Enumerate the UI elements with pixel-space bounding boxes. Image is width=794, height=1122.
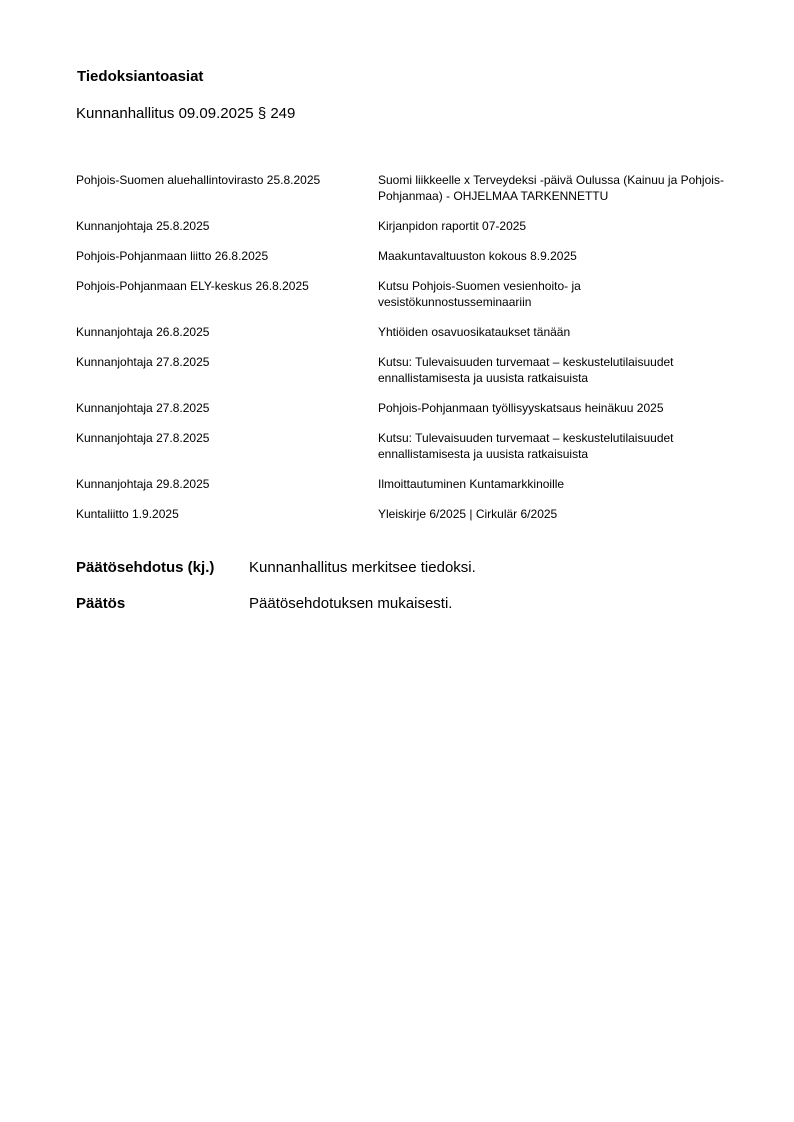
item-subject: Yleiskirje 6/2025 | Cirkulär 6/2025: [378, 507, 558, 521]
decision-row: [76, 595, 726, 613]
notification-list: [76, 172, 726, 536]
item-subject: Kirjanpidon raportit 07-2025: [378, 219, 527, 233]
decision-text: Päätösehdotuksen mukaisesti.: [249, 595, 453, 612]
list-item: [76, 324, 726, 340]
list-item: [76, 172, 726, 204]
item-subject: Maakuntavaltuuston kokous 8.9.2025: [378, 249, 577, 263]
list-item: [76, 400, 726, 416]
list-item: [76, 354, 726, 386]
item-subject: Yhtiöiden osavuosikataukset tänään: [378, 325, 571, 339]
item-sender: Pohjois-Pohjanmaan liitto 26.8.2025: [76, 249, 269, 263]
item-sender: Pohjois-Suomen aluehallintovirasto 25.8.2025: [76, 173, 321, 187]
item-subject: Suomi liikkeelle x Terveydeksi -päivä Oulussa (Kainuu ja Pohjois-Pohjanmaa) - OHJELMAA TARKENNETTU: [378, 173, 724, 203]
list-item: [76, 218, 726, 234]
list-item: [76, 506, 726, 522]
proposal-label: Päätösehdotus (kj.): [76, 559, 215, 576]
item-sender: Kunnanjohtaja 29.8.2025: [76, 477, 210, 491]
item-sender: Kunnanjohtaja 27.8.2025: [76, 431, 210, 445]
meeting-reference: Kunnanhallitus 09.09.2025 § 249: [76, 105, 296, 122]
document-heading: Tiedoksiantoasiat: [77, 68, 204, 85]
item-subject: Kutsu: Tulevaisuuden turvemaat – keskustelutilaisuudet ennallistamisesta ja uusista ratkaisuista: [378, 431, 674, 461]
list-item: [76, 248, 726, 264]
decision-section: [76, 559, 726, 631]
item-subject: Kutsu Pohjois-Suomen vesienhoito- ja vesistökunnostusseminaariin: [378, 279, 581, 309]
item-sender: Kunnanjohtaja 27.8.2025: [76, 401, 210, 415]
list-item: [76, 278, 726, 310]
item-subject: Pohjois-Pohjanmaan työllisyyskatsaus heinäkuu 2025: [378, 401, 664, 415]
proposal-text: Kunnanhallitus merkitsee tiedoksi.: [249, 559, 476, 576]
list-item: [76, 476, 726, 492]
item-sender: Kunnanjohtaja 26.8.2025: [76, 325, 210, 339]
item-sender: Kuntaliitto 1.9.2025: [76, 507, 179, 521]
item-subject: Ilmoittautuminen Kuntamarkkinoille: [378, 477, 565, 491]
proposal-row: [76, 559, 726, 577]
item-sender: Kunnanjohtaja 25.8.2025: [76, 219, 210, 233]
item-subject: Kutsu: Tulevaisuuden turvemaat – keskustelutilaisuudet ennallistamisesta ja uusista ratkaisuista: [378, 355, 674, 385]
item-sender: Kunnanjohtaja 27.8.2025: [76, 355, 210, 369]
list-item: [76, 430, 726, 462]
decision-label: Päätös: [76, 595, 126, 612]
item-sender: Pohjois-Pohjanmaan ELY-keskus 26.8.2025: [76, 279, 309, 293]
